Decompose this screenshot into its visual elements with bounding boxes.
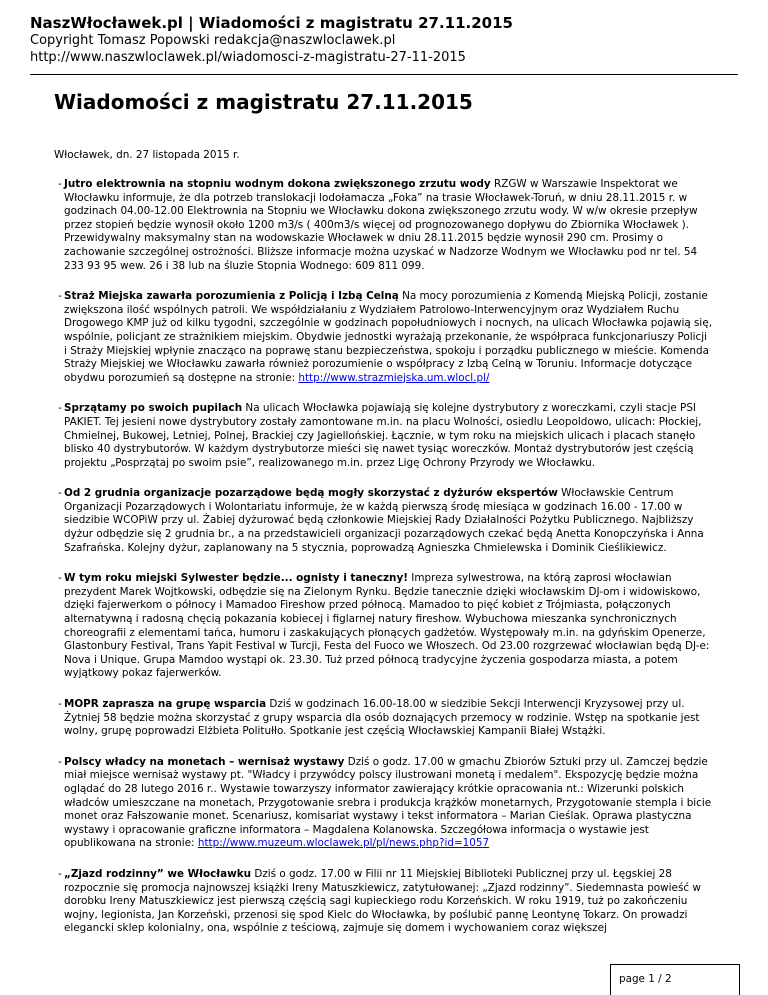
copyright-line: Copyright Tomasz Popowski redakcja@naszwloclawek.pl — [30, 33, 396, 48]
news-item: - W tym roku miejski Sylwester będzie... ognisty i taneczny! Impreza sylwestrowa, na którą zaprosi włocławian prezydent Marek Wojtkowski, odbędzie się na Zielonym Rynku. Będzie tanecznie dzięki włocławskim DJ-om i widowiskowo, dzięki fajerwerkom o północy i Mamadoo Fireshow przed północą. Mamadoo to pięć kobiet z Trójmiasta, połączonych alternatywną i radosną chęcią pokazania kobiecej i figlarnej natury fireshow. Wybuchowa mieszanka synchronicznych choreografii z elementami tańca, humoru i zaskakujących płonących gadżetów. Występowały m.in. na gdyńskim Openerze, Glastonbury Festival, Trans Yapit Festival w Turcji, Festa del Fuoco we Włoszech. Od 23.00 rozgrzewać włocławian będą DJ-e: Nova i Unique. Grupa Mamdoo wystąpi ok. 23.30. Tuż przed północą tradycyjne życzenia gospodarza miasta, a potem wyjątkowy pokaz fajerwerków. — [58, 572, 710, 680]
news-body: Impreza sylwestrowa, na którą zaprosi włocławian prezydent Marek Wojtkowski, odbędzie się na Zielonym Rynku. Będzie tanecznie dzięki włocławskim DJ-om i widowiskowo, dzięki fajerwerkom o północy i Mamadoo Fireshow przed północą. Mamadoo to pięć kobiet z Trójmiasta, połączonych alternatywną i radosną chęcią pokazania kobiecej i figlarnej natury fireshow. Wybuchowa mieszanka synchronicznych choreografii z elementami tańca, humoru i zaskakujących płonących gadżetów. Występowały m.in. na gdyńskim Openerze, Glastonbury Festival, Trans Yapit Festival w Turcji, Festa del Fuoco we Włoszech. Od 23.00 rozgrzewać włocławian będą DJ-e: Nova i Unique. Grupa Mamdoo wystąpi ok. 23.30. Tuż przed północą tradycyjne życzenia gospodarza miasta, a potem wyjątkowy pokaz fajerwerków. — [64, 572, 710, 680]
news-body: Na ulicach Włocławka pojawiają się kolejne dystrybutory z woreczkami, czyli stacje PSI PAKIET. Tej jesieni nowe dystrybutory zostały zamontowane m.in. na placu Wolności, osiedlu Leopoldowo, ulicach: Płockiej, Chmielnej, Bukowej, Letniej, Polnej, Brackiej czy Jagiellońskiej. Łącznie, w tym roku na miejskich ulicach i placach stanęło blisko 40 dystrybutorów. W każdym dystrybutorze mieści się nawet tysiąc woreczków. Montaż dystrybutorów jest częścią projektu „Posprzątaj po swoim psie”, realizowanego m.in. przez Ligę Ochrony Przyrody we Włocławku. — [64, 402, 702, 469]
document-header — [30, 14, 740, 66]
page-title: Wiadomości z magistratu 27.11.2015 — [54, 90, 473, 114]
news-body: Dziś w godzinach 16.00-18.00 w siedzibie Sekcji Interwencji Kryzysowej przy ul. Żytniej 58 będzie można skorzystać z grupy wsparcia dla osób doznających przemocy w rodzinie. Wstęp na spotkanie jest wolny, grupę poprowadzi Elżbieta Politułło. Spotkanie jest częścią Włocławskiej Kampanii Białej Wstążki. — [64, 698, 700, 738]
news-headline: MOPR zaprasza na grupę wsparcia — [64, 698, 267, 710]
news-body: Dziś o godz. 17.00 w Filii nr 11 Miejskiej Biblioteki Publicznej przy ul. Łęgskiej 28 rozpocznie się promocja najnowszej książki Ireny Matuszkiewicz, zatytułowanej: „Zjazd rodzinny”. Siedemnasta powieść w dorobku Ireny Matuszkiewicz jest pierwszą częścią sagi kupieckiego rodu Korzeńskich. W roku 1919, tuż po zakończeniu wojny, legionista, Jan Korzeński, przenosi się spod Kielc do Włocławka, by poślubić pannę Leontynę Tokarz. On prowadzi elegancki sklep kolonialny, ona, wspólnie z teściową, zajmuje się domem i wychowaniem coraz większej — [64, 867, 701, 935]
news-headline: Straż Miejska zawarła porozumienia z Policją i Izbą Celną — [64, 290, 399, 303]
news-headline: „Zjazd rodzinny” we Włocławku — [64, 867, 252, 880]
news-link[interactable]: http://www.muzeum.wloclawek.pl/pl/news.php?id=1057 — [197, 837, 490, 850]
header-divider — [30, 74, 738, 75]
site-title: NaszWłocławek.pl | Wiadomości z magistratu 27.11.2015 — [30, 14, 513, 32]
page-number-box — [610, 964, 740, 995]
news-item: - MOPR zaprasza na grupę wsparcia Dziś w godzinach 16.00-18.00 w siedzibie Sekcji Interwencji Kryzysowej przy ul. Żytniej 58 będzie można skorzystać z grupy wsparcia dla osób doznających przemocy w rodzinie. Wstęp na spotkanie jest wolny, grupę poprowadzi Elżbieta Politułło. Spotkanie jest częścią Włocławskiej Kampanii Białej Wstążki. — [58, 698, 700, 738]
news-item: - Polscy władcy na monetach – wernisaż wystawy Dziś o godz. 17.00 w gmachu Zbiorów Sztuki przy ul. Zamczej będzie miał miejsce wernisaż wystawy pt. "Władcy i przywódcy polscy ilustrowani monetą i medalem". Ekspozycję będzie można oglądać do 28 lutego 2016 r.. Wystawie towarzyszy informator zawierający krótkie opracowania nt.: Wizerunki polskich władców umieszczane na monetach, Przygotowanie srebra i produkcja krążków monetarnych, Przygotowanie stempla i bicie monet oraz Fałszowanie monet. Scenariusz, komisariat wystawy i tekst informatora – Marian Cieślak. Oprawa plastyczna wystawy i opracowanie graficzne informatora – Magdalena Kolanowska. Szczegółowa informacja o wystawie jest opublikowana na stronie: http://www.muzeum.wloclawek.pl/pl/news.php?id=1057 — [58, 755, 712, 850]
news-body: Na mocy porozumienia z Komendą Miejską Policji, zostanie zwiększona ilość wspólnych patroli. We współdziałaniu z Wydziałem Patrolowo-Interwencyjnym oraz Wydziałem Ruchu Drogowego KMP już od kilku tygodni, szczególnie w godzinach popołudniowych i nocnych, na ulicach Włocławka pojawią się, wspólnie, policjant ze strażnikiem miejskim. Obydwie jednostki wyrażają przekonanie, że współpraca funkcjonariuszy Policji i Straży Miejskiej wpłynie znacząco na poprawę stanu bezpieczeństwa, spokoju i porządku publicznego w mieście. Komenda Straży Miejskiej we Włocławku zawarła również porozumienie o współpracy z Izbą Celną w Toruniu. Informacje dotyczące obydwu porozumień są dostępne na stronie: — [64, 290, 713, 384]
news-link[interactable]: http://www.strazmiejska.um.wlocl.pl/ — [298, 371, 490, 384]
news-item: - Straż Miejska zawarła porozumienia z Policją i Izbą Celną Na mocy porozumienia z Komendą Miejską Policji, zostanie zwiększona ilość wspólnych patroli. We współdziałaniu z Wydziałem Patrolowo-Interwencyjnym oraz Wydziałem Ruchu Drogowego KMP już od kilku tygodni, szczególnie w godzinach popołudniowych i nocnych, na ulicach Włocławka pojawią się, wspólnie, policjant ze strażnikiem miejskim. Obydwie jednostki wyrażają przekonanie, że współpraca funkcjonariuszy Policji i Straży Miejskiej wpłynie znacząco na poprawę stanu bezpieczeństwa, spokoju i porządku publicznego w mieście. Komenda Straży Miejskiej we Włocławku zawarła również porozumienie o współpracy z Izbą Celną w Toruniu. Informacje dotyczące obydwu porozumień są dostępne na stronie: http://www.strazmiejska.um.wlocl.pl/ — [58, 290, 713, 384]
article-list — [58, 178, 713, 953]
date-line: Włocławek, dn. 27 listopada 2015 r. — [54, 149, 240, 161]
news-item: - „Zjazd rodzinny” we Włocławku Dziś o godz. 17.00 w Filii nr 11 Miejskiej Biblioteki Publicznej przy ul. Łęgskiej 28 rozpocznie się promocja najnowszej książki Ireny Matuszkiewicz, zatytułowanej: „Zjazd rodzinny”. Siedemnasta powieść w dorobku Ireny Matuszkiewicz jest pierwszą częścią sagi kupieckiego rodu Korzeńskich. W roku 1919, tuż po zakończeniu wojny, legionista, Jan Korzeński, przenosi się spod Kielc do Włocławka, by poślubić pannę Leontynę Tokarz. On prowadzi elegancki sklep kolonialny, ona, wspólnie z teściową, zajmuje się domem i wychowaniem coraz większej — [58, 867, 701, 935]
news-body: Dziś o godz. 17.00 w gmachu Zbiorów Sztuki przy ul. Zamczej będzie miał miejsce wernisaż wystawy pt. "Władcy i przywódcy polscy ilustrowani monetą i medalem". Ekspozycję będzie można oglądać do 28 lutego 2016 r.. Wystawie towarzyszy informator zawierający krótkie opracowania nt.: Wizerunki polskich władców umieszczane na monetach, Przygotowanie srebra i produkcja krążków monetarnych, Przygotowanie stempla i bicie monet oraz Fałszowanie monet. Scenariusz, komisariat wystawy i tekst informatora – Marian Cieślak. Oprawa plastyczna wystawy i opracowanie graficzne informatora – Magdalena Kolanowska. Szczegółowa informacja o wystawie jest opublikowana na stronie: — [64, 755, 712, 850]
news-item: - Jutro elektrownia na stopniu wodnym dokona zwiększonego zrzutu wody RZGW w Warszawie Inspektorat we Włocławku informuje, że dla potrzeb translokacji lodołamacza „Foka” na trasie Włocławek-Toruń, w dniu 28.11.2015 r. w godzinach 04.00-12.00 Elektrownia na Stopniu we Włocławku dokona zwiększonego zrzutu wody. W w/w okresie przepływ przez stopień będzie wynosił około 1200 m3/s ( 400m3/s więcej od prognozowanego dopływu do Zbiornika Włocławek ). Przewidywalny maksymalny stan na wodowskazie Włocławek w dniu 28.11.2015 będzie wynosił 290 cm. Prosimy o zachowanie szczególnej ostrożności. Bliższe informacje można uzyskać w Nadzorze Wodnym we Włocławku pod nr tel. 54 233 93 95 wew. 26 i 38 lub na śluzie Stopnia Wodnego: 609 811 099. — [58, 178, 698, 272]
news-headline: W tym roku miejski Sylwester będzie... ognisty i taneczny! — [64, 572, 408, 585]
news-headline: Od 2 grudnia organizacje pozarządowe będą mogły skorzystać z dyżurów ekspertów — [64, 487, 558, 500]
news-headline: Jutro elektrownia na stopniu wodnym dokona zwiększonego zrzutu wody — [64, 178, 491, 190]
news-headline: Polscy władcy na monetach – wernisaż wystawy — [64, 755, 345, 768]
news-body: RZGW w Warszawie Inspektorat we Włocławku informuje, że dla potrzeb translokacji lodołamacza „Foka” na trasie Włocławek-Toruń, w dniu 28.11.2015 r. w godzinach 04.00-12.00 Elektrownia na Stopniu we Włocławku dokona zwiększonego zrzutu wody. W w/w okresie przepływ przez stopień będzie wynosił około 1200 m3/s ( 400m3/s więcej od prognozowanego dopływu do Zbiornika Włocławek ). Przewidywalny maksymalny stan na wodowskazie Włocławek w dniu 28.11.2015 będzie wynosił 290 cm. Prosimy o zachowanie szczególnej ostrożności. Bliższe informacje można uzyskać w Nadzorze Wodnym we Włocławku pod nr tel. 54 233 93 95 wew. 26 i 38 lub na śluzie Stopnia Wodnego: 609 811 099. — [64, 178, 698, 272]
source-url: http://www.naszwloclawek.pl/wiadomosci-z-magistratu-27-11-2015 — [30, 50, 466, 65]
news-item: - Od 2 grudnia organizacje pozarządowe będą mogły skorzystać z dyżurów ekspertów Włocławskie Centrum Organizacji Pozarządowych i Wolontariatu informuje, że w każdą pierwszą środę miesiąca w godzinach 16.00 - 17.00 w siedzibie WCOPiW przy ul. Żabiej dyżurować będą członkowie Miejskiej Rady Działalności Pożytku Publicznego. Najbliższy dyżur odbędzie się 2 grudnia br., a na przedstawicieli organizacji pozarządowych czekać będą Anetta Konopczyńska i Anna Szafrańska. Kolejny dyżur, zaplanowany na 5 stycznia, poprowadzą Agnieszka Chmielewska i Dominik Cieślikiewicz. — [58, 487, 704, 554]
news-item: - Sprzątamy po swoich pupilach Na ulicach Włocławka pojawiają się kolejne dystrybutory z woreczkami, czyli stacje PSI PAKIET. Tej jesieni nowe dystrybutory zostały zamontowane m.in. na placu Wolności, osiedlu Leopoldowo, ulicach: Płockiej, Chmielnej, Bukowej, Letniej, Polnej, Brackiej czy Jagiellońskiej. Łącznie, w tym roku na miejskich ulicach i placach stanęło blisko 40 dystrybutorów. W każdym dystrybutorze mieści się nawet tysiąc woreczków. Montaż dystrybutorów jest częścią projektu „Posprzątaj po swoim psie”, realizowanego m.in. przez Ligę Ochrony Przyrody we Włocławku. — [58, 402, 702, 469]
news-body: Włocławskie Centrum Organizacji Pozarządowych i Wolontariatu informuje, że w każdą pierwszą środę miesiąca w godzinach 16.00 - 17.00 w siedzibie WCOPiW przy ul. Żabiej dyżurować będą członkowie Miejskiej Rady Działalności Pożytku Publicznego. Najbliższy dyżur odbędzie się 2 grudnia br., a na przedstawicieli organizacji pozarządowych czekać będą Anetta Konopczyńska i Anna Szafrańska. Kolejny dyżur, zaplanowany na 5 stycznia, poprowadzą Agnieszka Chmielewska i Dominik Cieślikiewicz. — [64, 487, 704, 554]
news-headline: Sprzątamy po swoich pupilach — [64, 402, 243, 415]
page-number: page 1 / 2 — [619, 973, 672, 985]
